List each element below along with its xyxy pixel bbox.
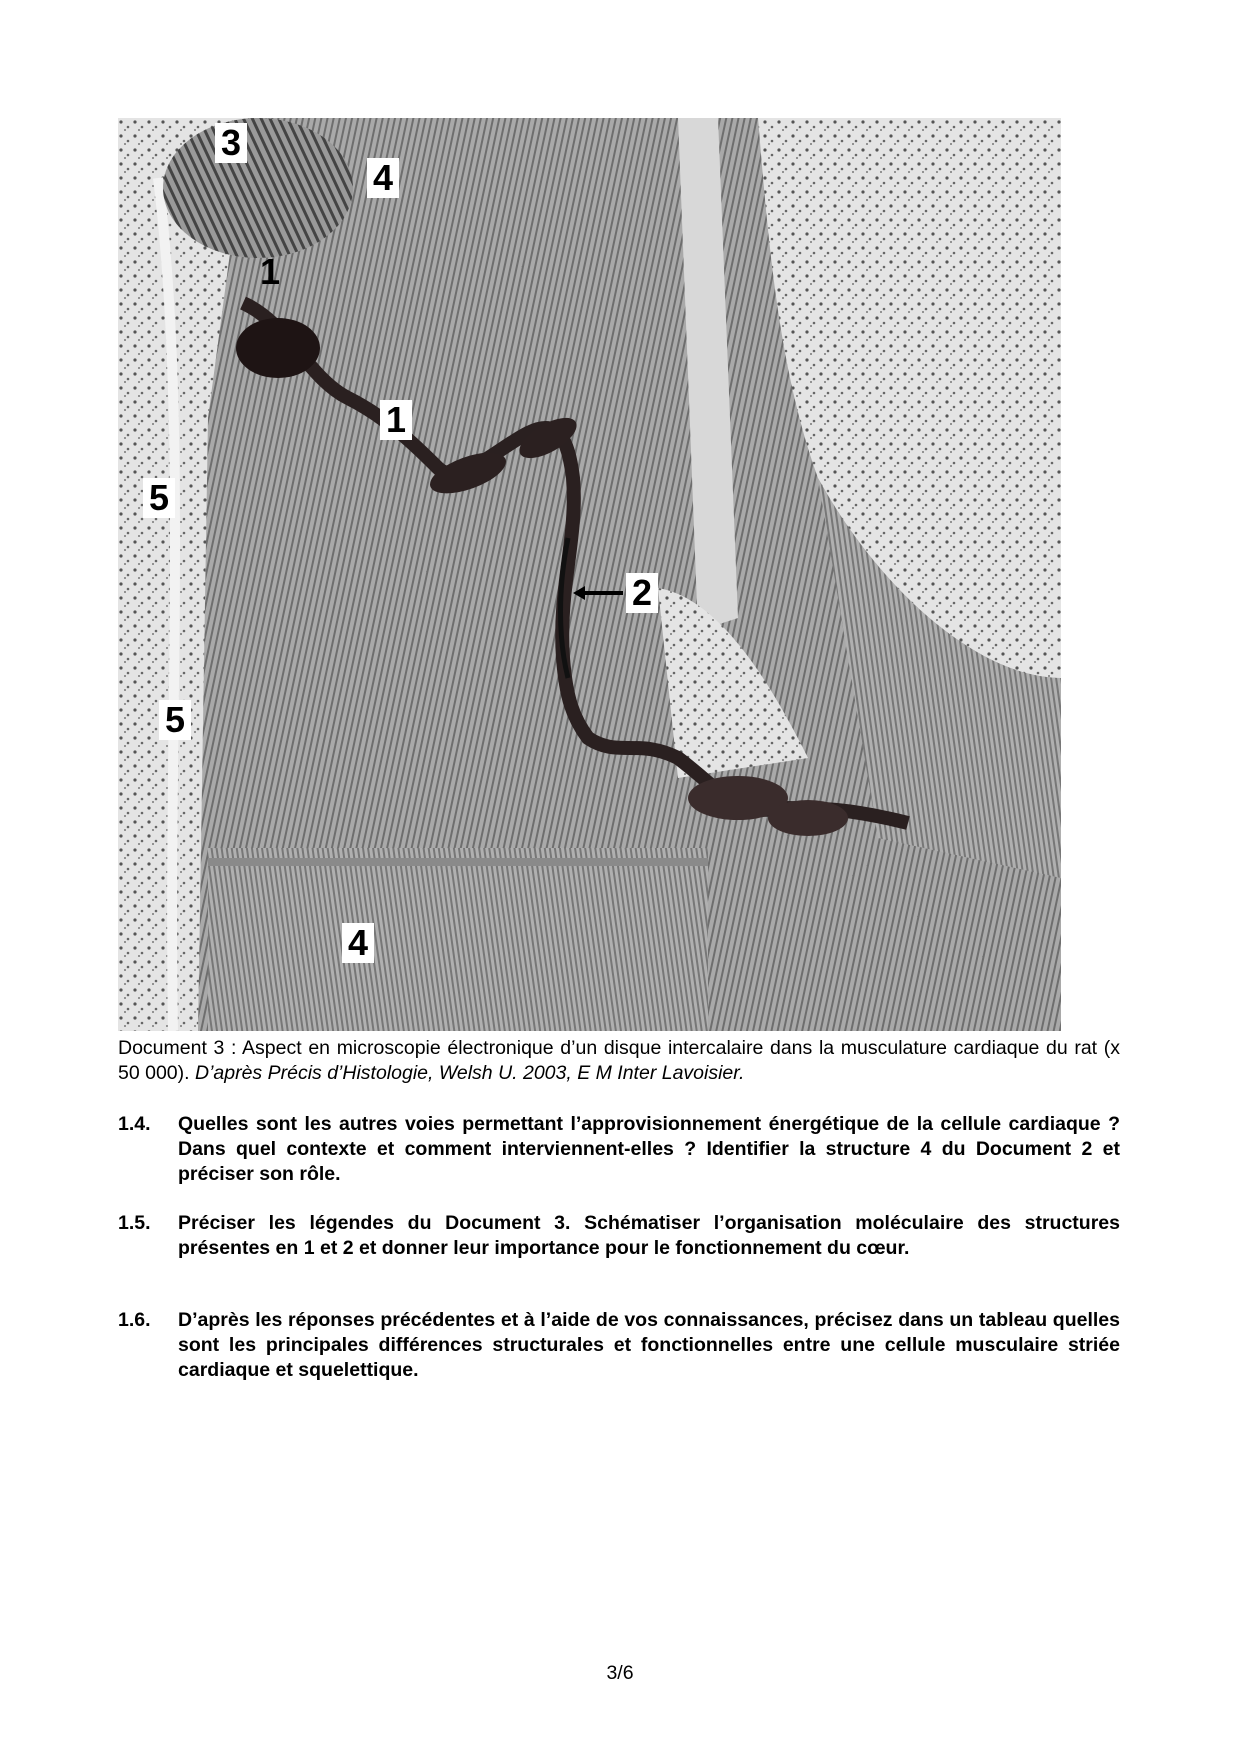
label-4-bottom: 4 bbox=[342, 923, 374, 963]
figure-caption bbox=[118, 1036, 1120, 1086]
label-1-top: 1 bbox=[260, 251, 281, 292]
label-5-top: 5 bbox=[143, 478, 175, 518]
myofibril-lower bbox=[208, 848, 708, 1031]
question-text: Préciser les légendes du Document 3. Schématiser l’organisation moléculaire des structures présentes en 1 et 2 et donner leur importance pour le fonctionnement du cœur. bbox=[178, 1212, 1120, 1259]
question-text: Quelles sont les autres voies permettant l’approvisionnement énergétique de la cellule cardiaque ? Dans quel contexte et comment interviennent-elles ? Identifier la structure 4 du Document 2 et préciser son rôle. bbox=[178, 1113, 1120, 1185]
label-2: 2 bbox=[626, 573, 658, 613]
question-text: D’après les réponses précédentes et à l’aide de vos connaissances, précisez dans un tableau quelles sont les principales différences structurales et fonctionnelles entre une cellule musculaire striée cardiaque et squelettique. bbox=[178, 1309, 1120, 1381]
electron-micrograph bbox=[118, 118, 1061, 1031]
label-3: 3 bbox=[215, 123, 247, 163]
question-1-4 bbox=[118, 1112, 1120, 1187]
label-5-bottom: 5 bbox=[159, 700, 191, 740]
question-number: 1.6. bbox=[118, 1309, 151, 1331]
question-number: 1.5. bbox=[118, 1212, 151, 1234]
question-1-6 bbox=[118, 1308, 1120, 1383]
caption-text: Document 3 : Aspect en microscopie électronique d’un disque intercalaire dans la musculature cardiaque du rat (x 50 000). bbox=[118, 1037, 1120, 1084]
mitochondrion bbox=[163, 118, 353, 258]
question-number: 1.4. bbox=[118, 1113, 151, 1135]
desmosome bbox=[236, 318, 320, 378]
label-1-mid: 1 bbox=[380, 400, 412, 440]
label-4-top: 4 bbox=[367, 158, 399, 198]
page-number: 3/6 bbox=[606, 1662, 634, 1684]
question-1-5 bbox=[118, 1211, 1120, 1261]
caption-source: D’après Précis d’Histologie, Welsh U. 2003, E M Inter Lavoisier. bbox=[194, 1062, 745, 1084]
